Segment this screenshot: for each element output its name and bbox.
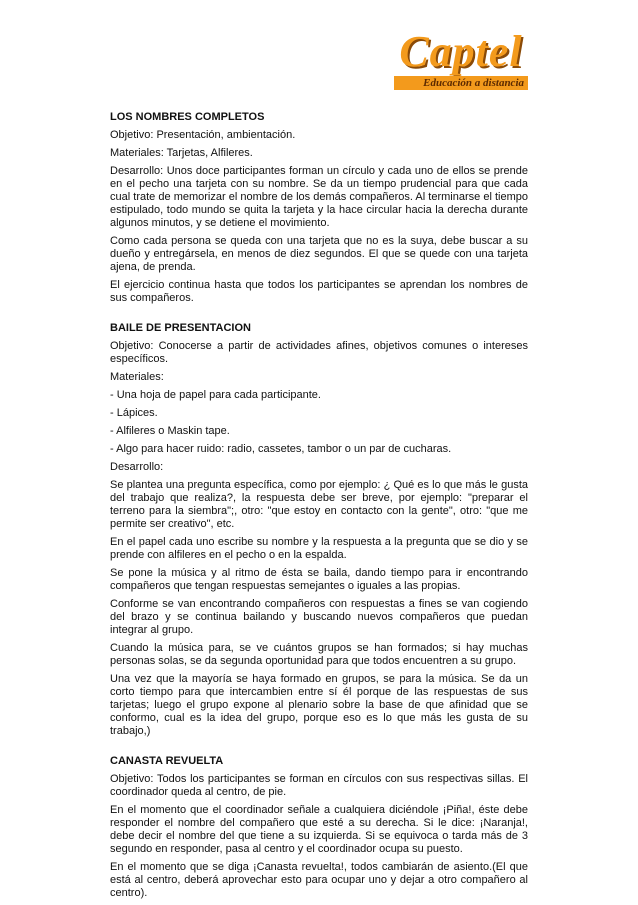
section-paragraph: Cuando la música para, se ve cuántos grupos se han formados; si hay muchas personas solas, se da segunda oportunidad para que todos encuentren a su grupo. (110, 642, 528, 667)
section-title: BAILE DE PRESENTACION (110, 322, 251, 334)
section-title: LOS NOMBRES COMPLETOS (110, 111, 265, 123)
section-paragraph: Se pone la música y al ritmo de ésta se baila, dando tiempo para ir encontrando compañeros que tengan respuestas semejantes o iguales a las propias. (110, 567, 528, 592)
section-paragraph: Como cada persona se queda con una tarjeta que no es la suya, debe buscar a su dueño y entregársela, en menos de diez segundos. El que se quede con una tarjeta ajena, de prenda. (110, 235, 528, 273)
section (110, 111, 528, 305)
section-paragraph: Materiales: (110, 371, 164, 383)
section-paragraph: En el momento que se diga ¡Canasta revuelta!, todos cambiarán de asiento.(El que está al centro, deberá aprovechar esto para ocupar uno y dejar a otro compañero al centro). (110, 861, 528, 899)
section-paragraph: Una vez que la mayoría se haya formado en grupos, se para la música. Se da un corto tiempo para que intercambien entre sí él porque de las respuestas de sus tarjetas; luego el grupo expone al plenario sobre la base de que afinidad que se conformo, cual es la idea del grupo, porque eso es lo que más les gusta de su trabajo,) (110, 673, 528, 737)
section-paragraph: - Lápices. (110, 407, 158, 419)
section-paragraph: Objetivo: Presentación, ambientación. (110, 129, 296, 141)
section-paragraph: Conforme se van encontrando compañeros con respuestas a fines se van cogiendo del brazo y se continua bailando y buscando nuevos compañeros que puedan integrar al grupo. (110, 598, 528, 636)
section-paragraph: Materiales: Tarjetas, Alfileres. (110, 147, 253, 159)
section-paragraph: Desarrollo: (110, 461, 164, 473)
section-paragraph: En el momento que el coordinador señale a cualquiera diciéndole ¡Piña!, éste debe responder el nombre del compañero que esté a su derecha. Si le dice: ¡Naranja!, debe decir el nombre del que tiene a su izquierda. Si se equivoca o tarda más de 3 segundo en responder, pasa al centro y el coordinador ocupa su puesto. (110, 804, 528, 855)
section (110, 755, 528, 900)
section-paragraph: Desarrollo: Unos doce participantes forman un círculo y cada uno de ellos se prende en el pecho una tarjeta con su nombre. Se da un tiempo prudencial para que cada cual trate de memorizar el nombre de los demás compañeros. Al terminarse el tiempo estipulado, todo mundo se quita la tarjeta y la hace circular hacia la derecha durante algunos minutos, y se detiene el movimiento. (110, 165, 528, 229)
document-body (110, 111, 528, 905)
section-paragraph: El ejercicio continua hasta que todos los participantes se aprendan los nombres de sus compañeros. (110, 279, 528, 304)
section-paragraph: Se plantea una pregunta específica, como por ejemplo: ¿ Qué es lo que más le gusta del trabajo que realiza?, la respuesta debe ser breve, por ejemplo: "preparar el terreno para la siembra";, otro: "que estoy en contacto con la gente", otro: "que me permite ser creativo", etc. (110, 479, 528, 530)
section-paragraph: - Alfileres o Maskin tape. (110, 425, 230, 437)
logo-name: Captel (399, 27, 523, 76)
section-paragraph: - Algo para hacer ruido: radio, cassetes, tambor o un par de cucharas. (110, 443, 452, 455)
captel-logo (394, 28, 528, 92)
section (110, 322, 528, 738)
logo-tagline: Educación a distancia (394, 76, 528, 90)
section-paragraph: En el papel cada uno escribe su nombre y la respuesta a la pregunta que se dio y se prende con alfileres en el pecho o en la espalda. (110, 536, 528, 561)
section-title: CANASTA REVUELTA (110, 755, 224, 767)
section-paragraph: Objetivo: Conocerse a partir de actividades afines, objetivos comunes o intereses específicos. (110, 340, 528, 365)
section-paragraph: - Una hoja de papel para cada participante. (110, 389, 321, 401)
section-paragraph: Objetivo: Todos los participantes se forman en círculos con sus respectivas sillas. El coordinador queda al centro, de pie. (110, 773, 528, 798)
